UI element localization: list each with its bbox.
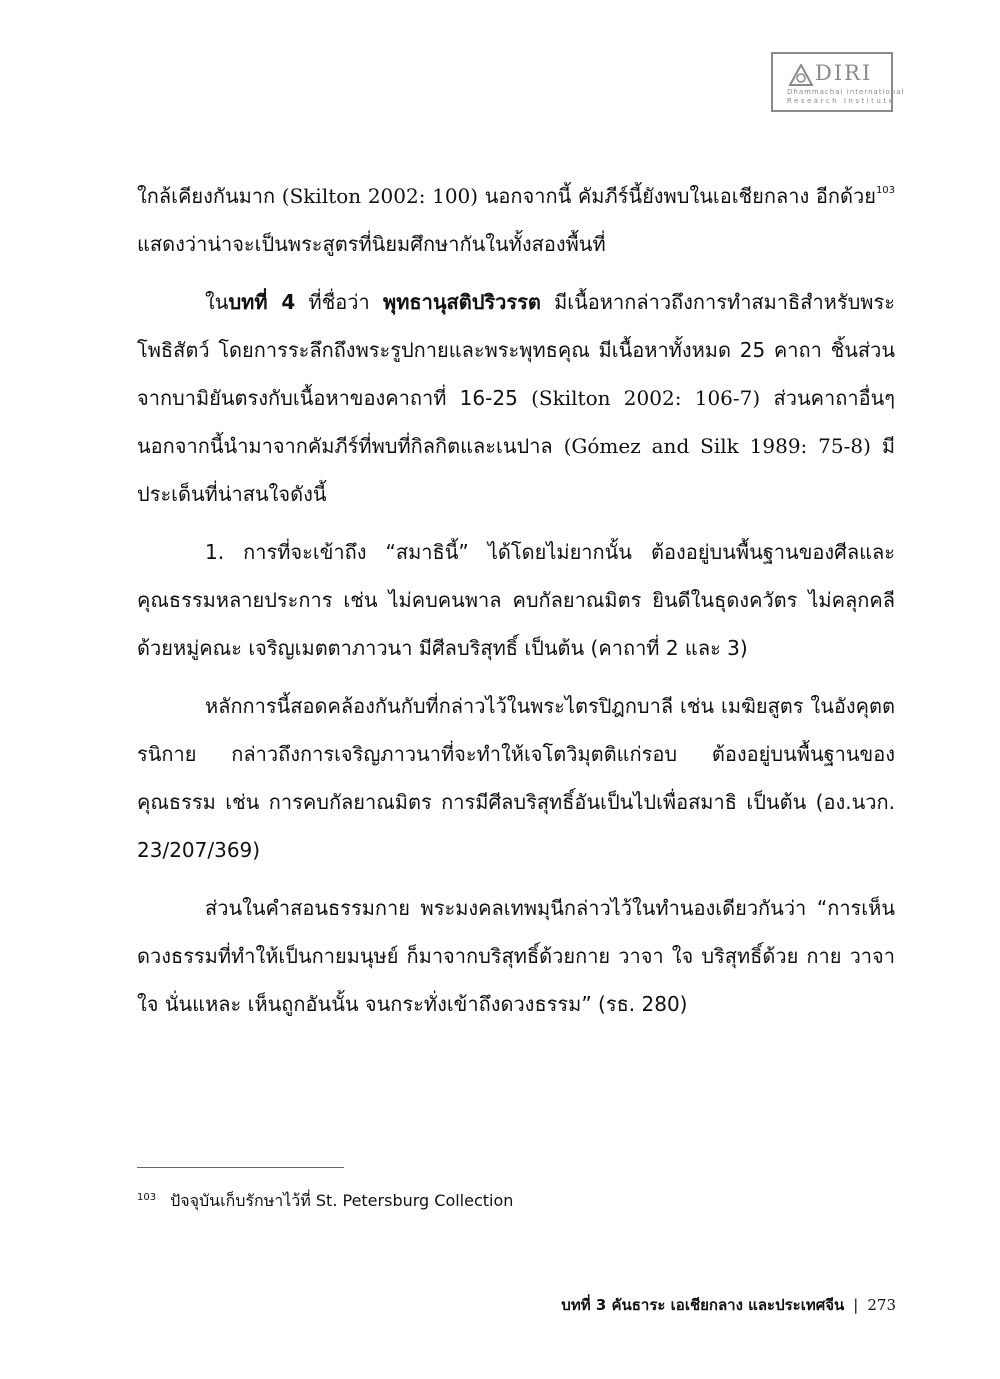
page-number: 273 <box>867 1296 896 1314</box>
logo-subtitle-2: Research Institute <box>787 97 896 105</box>
diri-triangle-icon <box>789 64 813 86</box>
citation-skilton-106: (Skilton 2002: 106-7) <box>531 386 761 410</box>
chapter-reference: บทที่ 4 <box>228 290 296 314</box>
paragraph-4: หลักการนี้สอดคล้องกันกับที่กล่าวไว้ในพระไตรปิฎกบาลี เช่น เมฆิยสูตร ในอังคุตตรนิกาย กล่าวถึงการเจริญภาวนาที่จะทำให้เจโตวิมุตติแก่รอบ ต้องอยู่บนพื้นฐานของคุณธรรม เช่น การคบกัลยาณมิตร การมีศีลบริสุทธิ์อันเป็นไปเพื่อสมาธิ เป็นต้น (อง.นวก. 23/207/369) <box>137 694 895 862</box>
footer-separator: | <box>853 1296 859 1314</box>
logo-subtitle-1: Dhammachai International <box>787 88 905 96</box>
diri-logo <box>771 52 905 112</box>
footnote-ref-103[interactable]: 103 <box>875 185 896 196</box>
footnote-text: ปัจจุบันเก็บรักษาไว้ที่ St. Petersburg Collection <box>170 1191 514 1210</box>
citation-gomez-silk: (Gómez and Silk 1989: 75-8) <box>563 434 871 458</box>
paragraph-1: ใกล้เคียงกันมาก (Skilton 2002: 100) นอกจากนี้ คัมภีร์นี้ยังพบในเอเชียกลาง อีกด้วย$^{103}$ แสดงว่าน่าจะเป็นพระสูตรที่นิยมศึกษากันในทั้งสองพื้นที่ <box>137 184 896 256</box>
paragraph-3: 1. การที่จะเข้าถึง “สมาธินี้” ได้โดยไม่ยากนั้น ต้องอยู่บนพื้นฐานของศีลและคุณธรรมหลายประการ เช่น ไม่คบคนพาล คบกัลยาณมิตร ยินดีในธุดงควัตร ไม่คลุกคลีด้วยหมู่คณะ เจริญเมตตาภาวนา มีศีลบริสุทธิ์ เป็นต้น (คาถาที่ 2 และ 3) <box>137 540 895 660</box>
footer-chapter-title: บทที่ 3 คันธาระ เอเชียกลาง และประเทศจีน <box>561 1296 845 1314</box>
citation-skilton-100: (Skilton 2002: 100) <box>281 184 479 208</box>
logo-name: DIRI <box>815 61 873 85</box>
paragraph-2: ในบทที่ 4 ที่ชื่อว่า พุทธานุสติปริวรรต มีเนื้อหากล่าวถึงการทำสมาธิสำหรับพระโพธิสัตว์ โดยการระลึกถึงพระรูปกายและพระพุทธคุณ มีเนื้อหาทั้งหมด 25 คาถา ชิ้นส่วนจากบามิยันตรงกับเนื้อหาของคาถาที่ 16-25 (Skilton 2002: 106-7) ส่วนคาถาอื่นๆ นอกจากนี้นำมาจากคัมภีร์ที่พบที่กิลกิตและเนปาล (Gómez and Silk 1989: 75-8) มีประเด็นที่น่าสนใจดังนี้ <box>137 290 896 506</box>
footnote-103 <box>137 1186 513 1213</box>
running-footer <box>561 1293 896 1317</box>
body-text <box>137 172 895 1028</box>
paragraph-5: ส่วนในคำสอนธรรมกาย พระมงคลเทพมุนีกล่าวไว้ในทำนองเดียวกันว่า “การเห็นดวงธรรมที่ทำให้เป็นกายมนุษย์ ก็มาจากบริสุทธิ์ด้วยกาย วาจา ใจ บริสุทธิ์ด้วย กาย วาจา ใจ นั่นแหละ เห็นถูกอันนั้น จนกระทั่งเข้าถึงดวงธรรม” (รธ. 280) <box>137 896 895 1016</box>
chapter-name: พุทธานุสติปริวรรต <box>383 290 541 314</box>
footnote-number: 103 <box>137 1192 157 1203</box>
footnote-divider <box>137 1167 344 1168</box>
